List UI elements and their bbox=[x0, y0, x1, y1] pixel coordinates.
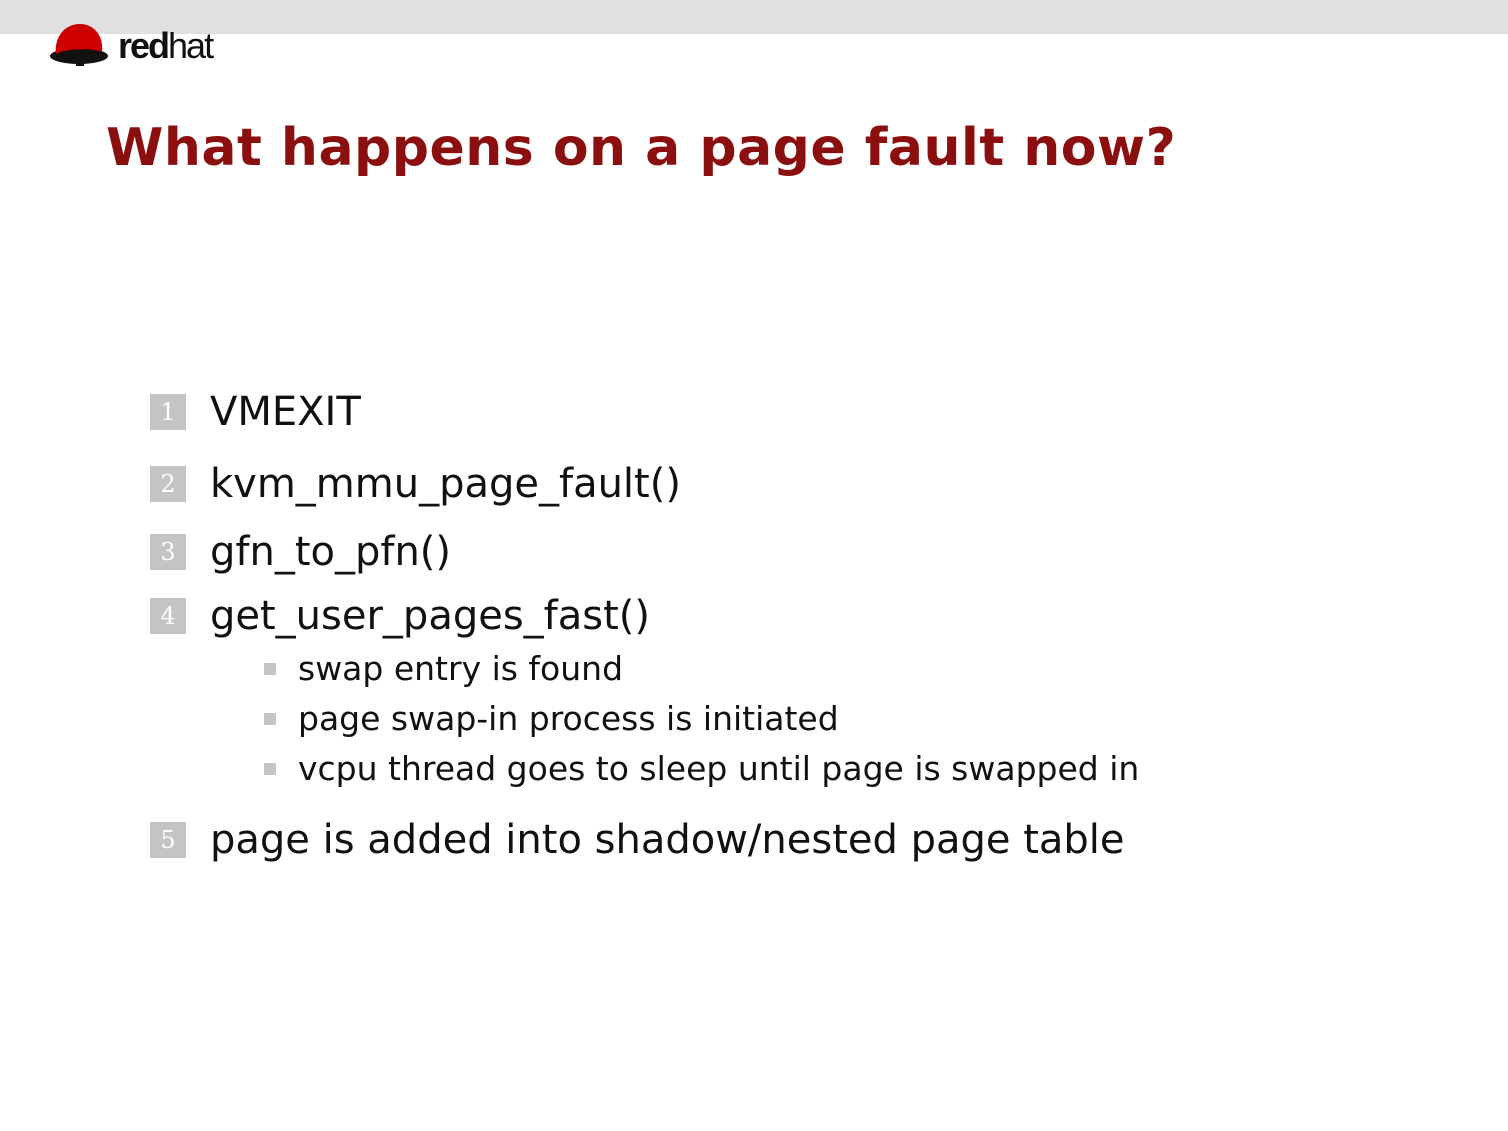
list-subitem-2 bbox=[264, 699, 839, 738]
step-number-badge: 5 bbox=[150, 822, 186, 858]
redhat-logo bbox=[48, 18, 212, 68]
step-text: VMEXIT bbox=[210, 389, 361, 435]
step-text: kvm_mmu_page_fault() bbox=[210, 461, 681, 507]
list-item-step-2 bbox=[150, 461, 681, 507]
list-subitem-3 bbox=[264, 749, 1140, 788]
list-subitem-1 bbox=[264, 649, 624, 688]
header-band bbox=[0, 0, 1508, 34]
step-number-badge: 4 bbox=[150, 598, 186, 634]
logo-wordmark bbox=[118, 25, 213, 66]
step-text: gfn_to_pfn() bbox=[210, 529, 452, 575]
subitem-text: swap entry is found bbox=[298, 649, 624, 688]
step-text: page is added into shadow/nested page table bbox=[210, 817, 1125, 863]
list-item-step-4 bbox=[150, 593, 650, 639]
step-number-badge: 3 bbox=[150, 534, 186, 570]
list-item-step-3 bbox=[150, 529, 452, 575]
step-number-badge: 1 bbox=[150, 394, 186, 430]
redhat-shadowman-icon bbox=[48, 18, 110, 68]
list-item-step-1 bbox=[150, 389, 361, 435]
subitem-text: vcpu thread goes to sleep until page is swapped in bbox=[298, 749, 1140, 788]
square-bullet-icon bbox=[264, 763, 276, 775]
subitem-text: page swap-in process is initiated bbox=[298, 699, 839, 738]
step-number-badge: 2 bbox=[150, 466, 186, 502]
square-bullet-icon bbox=[264, 663, 276, 675]
list-item-step-5 bbox=[150, 817, 1125, 863]
page-title: What happens on a page fault now? bbox=[106, 118, 1177, 178]
square-bullet-icon bbox=[264, 713, 276, 725]
step-text: get_user_pages_fast() bbox=[210, 593, 650, 639]
logo-text-red: red bbox=[118, 25, 169, 66]
logo-text-hat: hat bbox=[168, 25, 213, 66]
